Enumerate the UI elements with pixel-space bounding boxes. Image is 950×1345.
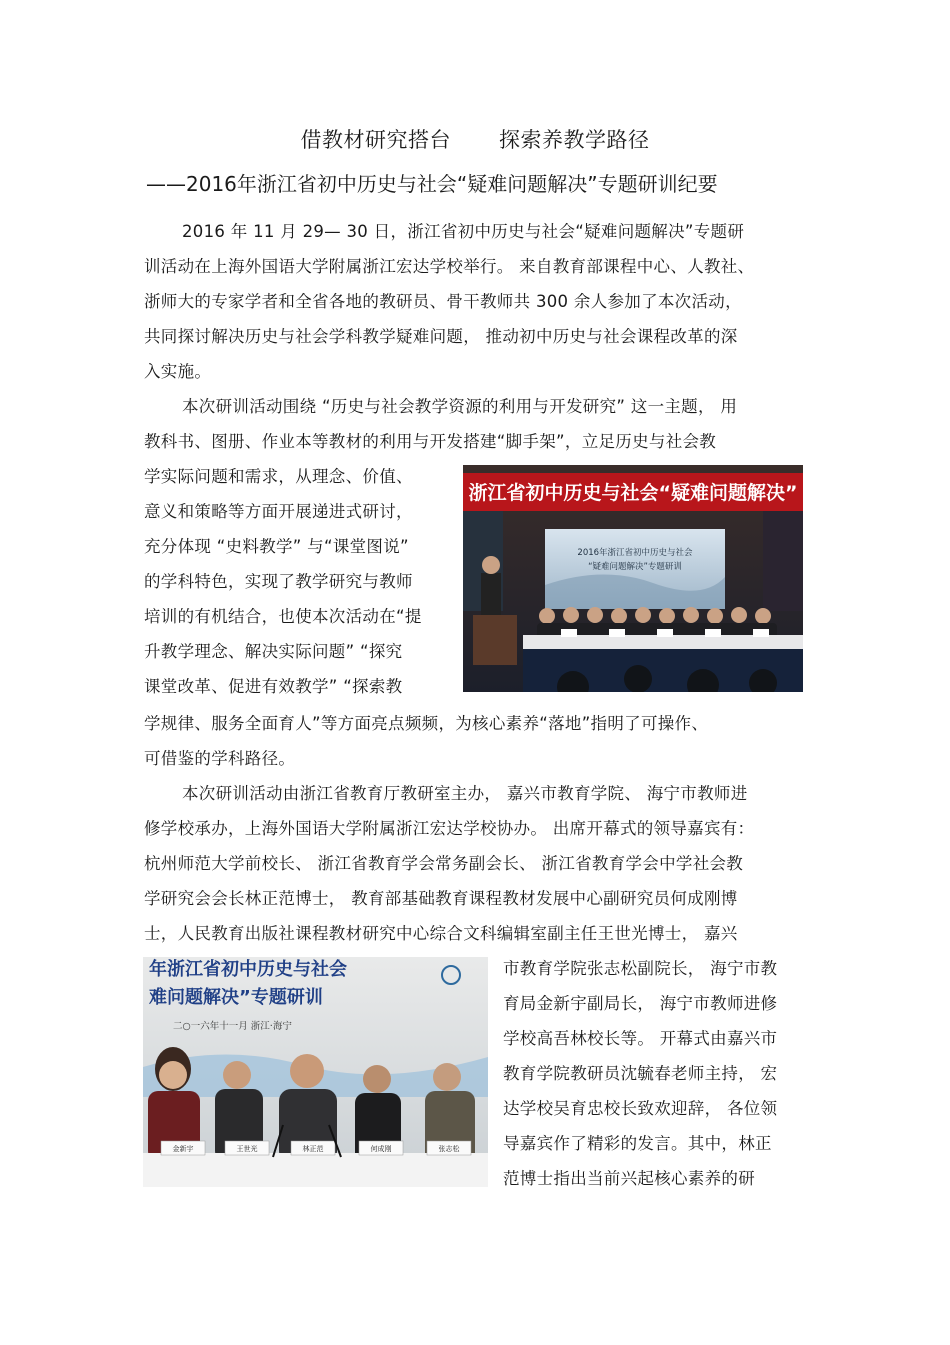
text-line: 导嘉宾作了精彩的发言。其中，林正 [503,1134,772,1153]
text-line: 达学校吴育忠校长致欢迎辞， 各位领 [503,1099,778,1118]
text-line: 杭州师范大学前校长、 浙江省教育学会常务副会长、 浙江省教育学会中学社会教 [144,854,744,873]
screen-line-2: “疑难问题解决”专题研训 [588,562,682,572]
text-line: 市教育学院张志松副院长， 海宁市教 [503,959,778,978]
text-line: 士，人民教育出版社课程教材研究中心综合文科编辑室副主任王世光博士， 嘉兴 [144,924,738,943]
text-line: 可借鉴的学科路径。 [144,749,296,768]
text-line: 2016 年 11 月 29— 30 日，浙江省初中历史与社会“疑难问题解决”专题研 [182,222,745,241]
text-line: 课堂改革、促进有效教学” “探索教 [144,677,403,696]
text-line: 升教学理念、解决实际问题” “探究 [144,642,403,661]
backdrop-banner-1: 年浙江省初中历史与社会 [149,959,347,980]
leaders-table-photo [143,957,488,1187]
text-line: 教育学院教研员沈毓春老师主持， 宏 [503,1064,778,1083]
text-line: 教科书、图册、作业本等教材的利用与开发搭建“脚手架”，立足历史与社会教 [144,432,717,451]
title-right: 探索养教学路径 [499,128,650,152]
nameplate: 金新宇 [172,1145,194,1153]
conference-stage-photo [463,465,803,692]
text-line: 育局金新宇副局长， 海宁市教师进修 [503,994,778,1013]
text-line: 训活动在上海外国语大学附属浙江宏达学校举行。 来自教育部课程中心、人教社、 [144,257,755,276]
text-line: 的学科特色，实现了教学研究与教师 [144,572,413,591]
text-line: 学规律、服务全面育人”等方面亮点频频，为核心素养“落地”指明了可操作、 [144,714,709,733]
text-line: 学研究会会长林正范博士， 教育部基础教育课程教材发展中心副研究员何成刚博 [144,889,738,908]
backdrop-banner-2: 难问题解决”专题研训 [149,987,323,1008]
article-subtitle: ——2016年浙江省初中历史与社会“疑难问题解决”专题研训纪要 [146,172,718,196]
text-line: 意义和策略等方面开展递进式研讨， [144,502,413,521]
text-line: 充分体现 “史料教学” 与“课堂图说” [144,537,409,556]
text-line: 学实际问题和需求，从理念、价值、 [144,467,413,486]
nameplate: 王世光 [236,1145,258,1153]
text-line: 本次研训活动由浙江省教育厅教研室主办， 嘉兴市教育学院、 海宁市教师进 [182,784,748,803]
title-left: 借教材研究搭台 [300,128,451,152]
article-title [0,124,950,154]
text-line: 入实施。 [144,362,212,381]
text-line: 本次研训活动围绕 “历史与社会教学资源的利用与开发研究” 这一主题， 用 [182,397,738,416]
text-line: 培训的有机结合，也使本次活动在“提 [144,607,422,626]
backdrop-date-line: 二○一六年十一月 浙江·海宁 [173,1021,292,1032]
text-line: 浙师大的专家学者和全省各地的教研员、骨干教师共 300 余人参加了本次活动， [144,292,742,311]
text-line: 修学校承办，上海外国语大学附属浙江宏达学校协办。 出席开幕式的领导嘉宾有： [144,819,755,838]
nameplate: 何成刚 [370,1145,392,1153]
nameplate: 林正范 [302,1145,324,1153]
nameplate: 张志松 [438,1145,460,1153]
text-line: 共同探讨解决历史与社会学科教学疑难问题， 推动初中历史与社会课程改革的深 [144,327,738,346]
text-line: 学校高吾林校长等。 开幕式由嘉兴市 [503,1029,778,1048]
text-line: 范博士指出当前兴起核心素养的研 [503,1169,755,1188]
screen-line-1: 2016年浙江省初中历史与社会 [577,548,693,558]
stage-banner-text: 浙江省初中历史与社会“疑难问题解决” [468,482,798,504]
